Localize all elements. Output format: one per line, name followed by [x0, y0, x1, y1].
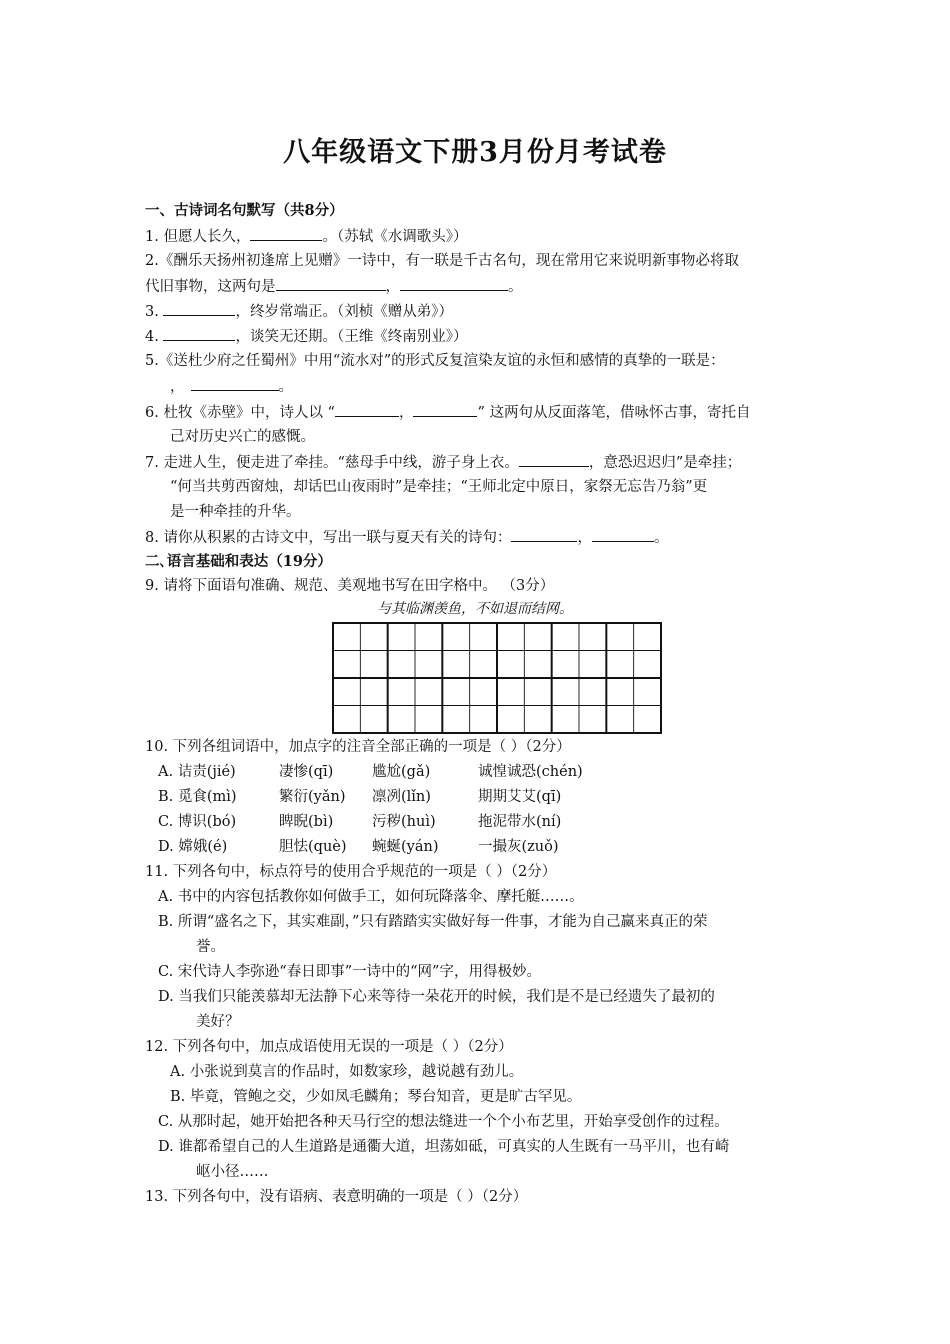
q10-option-c-word-1[interactable]: C. 博识(bó) — [158, 814, 237, 830]
answer-blank[interactable] — [250, 226, 322, 241]
answer-blank[interactable] — [163, 301, 235, 316]
question-12: 12. 下列各句中，加点成语使用无误的一项是（ ）（2分） — [145, 1039, 513, 1055]
answer-blank[interactable] — [400, 276, 508, 291]
q12-option-a[interactable]: A. 小张说到莫言的作品时，如数家珍，越说越有劲儿。 — [170, 1064, 524, 1080]
q10-option-a-word-4: 诚惶诚恐(chén) — [478, 764, 583, 780]
q11-option-b[interactable]: B. 所谓“盛名之下，其实难副，”只有踏踏实实做好每一件事，才能为自己赢来真正的荣 — [158, 914, 708, 930]
q11-option-b-cont: 誉。 — [196, 939, 225, 955]
question-5-line-2: ， 。 — [170, 376, 293, 397]
q12-option-b[interactable]: B. 毕竟，管鲍之交，少如凤毛麟角；琴台知音，更是旷古罕见。 — [170, 1089, 582, 1105]
question-1: 1. 但愿人长久， 。（苏轼《水调歌头》） — [145, 226, 467, 247]
q11-option-c[interactable]: C. 宋代诗人李弥逊“春日即事”一诗中的“网”字，用得极妙。 — [158, 964, 541, 980]
q11-option-a[interactable]: A. 书中的内容包括教你如何做手工，如何玩降落伞、摩托艇……。 — [158, 889, 584, 905]
calligraphy-prompt: 与其临渊羡鱼，不如退而结网。 — [377, 601, 573, 617]
q10-option-b-word-4: 期期艾艾(qī) — [478, 789, 562, 805]
question-5-line-1: 5.《送杜少府之任蜀州》中用“流水对”的形式反复渲染友谊的永恒和感情的真挚的一联是： — [145, 353, 725, 369]
question-13: 13. 下列各句中，没有语病、表意明确的一项是（ ）（2分） — [145, 1189, 528, 1205]
q10-option-c-word-2: 睥睨(bì) — [279, 814, 334, 830]
question-6-line-2: 己对历史兴亡的感慨。 — [170, 429, 315, 445]
question-3: 3. ，终岁常端正。（刘桢《赠从弟》） — [145, 301, 453, 322]
question-11: 11. 下列各句中，标点符号的使用合乎规范的一项是（ ）（2分） — [145, 864, 557, 880]
question-7-line-2: “何当共剪西窗烛，却话巴山夜雨时”是牵挂；“王师北定中原日，家祭无忘告乃翁”更 — [170, 479, 708, 495]
question-4: 4. ，谈笑无还期。（王维《终南别业》） — [145, 326, 467, 347]
q12-option-c[interactable]: C. 从那时起，她开始把各种天马行空的想法缝进一个个小布艺里，开始享受创作的过程。 — [158, 1114, 729, 1130]
section-1-heading: 一、古诗词名句默写（共8分） — [145, 202, 344, 219]
q10-option-b-word-1[interactable]: B. 觅食(mì) — [158, 789, 237, 805]
tianzige-grid-svg — [332, 622, 662, 734]
question-2-line-1: 2.《酬乐天扬州初逢席上见赠》一诗中，有一联是千古名句，现在常用它来说明新事物必将取 — [145, 253, 739, 269]
answer-blank[interactable] — [335, 402, 399, 417]
answer-blank[interactable] — [413, 402, 477, 417]
answer-blank[interactable] — [163, 326, 235, 341]
section-2-heading: 二､语言基础和表达（19分） — [145, 553, 332, 570]
answer-blank[interactable] — [191, 376, 279, 391]
page-title: 八年级语文下册3月份月考试卷 — [283, 137, 667, 168]
q10-option-a-word-1[interactable]: A. 诘责(jié) — [158, 764, 236, 780]
q10-option-c-word-4: 拖泥带水(ní) — [478, 814, 562, 830]
q11-option-d-cont: 美好？ — [196, 1014, 240, 1030]
q12-option-d-cont: 岖小径…… — [196, 1164, 269, 1180]
question-8: 8. 请你从积累的古诗文中，写出一联与夏天有关的诗句： ， 。 — [145, 527, 668, 548]
answer-blank[interactable] — [519, 452, 589, 467]
q10-option-d-word-1[interactable]: D. 嫦娥(é) — [158, 839, 228, 855]
q10-option-b-word-3: 凛冽(lǐn) — [372, 789, 431, 805]
q12-option-d[interactable]: D. 谁都希望自己的人生道路是通衢大道，坦荡如砥，可真实的人生既有一马平川，也有崎 — [158, 1139, 730, 1155]
q10-option-b-word-2: 繁衍(yǎn) — [279, 789, 346, 805]
q10-option-d-word-4: 一撮灰(zuǒ) — [478, 839, 559, 855]
q10-option-c-word-3: 污秽(huì) — [372, 814, 436, 830]
answer-blank[interactable] — [511, 527, 577, 542]
question-10: 10. 下列各组词语中，加点字的注音全部正确的一项是（ ）（2分） — [145, 739, 571, 755]
question-9: 9. 请将下面语句准确、规范、美观地书写在田字格中。 （3分） — [145, 578, 555, 594]
q10-option-a-word-2: 凄惨(qī) — [279, 764, 334, 780]
question-7-line-1: 7. 走进人生，便走进了牵挂。“慈母手中线，游子身上衣。 ，意恐迟迟归”是牵挂； — [145, 452, 741, 473]
q11-option-d[interactable]: D. 当我们只能羡慕却无法静下心来等待一朵花开的时候，我们是不是已经遗失了最初的 — [158, 989, 715, 1005]
question-6-line-1: 6. 杜牧《赤壁》中，诗人以 “ ， ” 这两句从反面落笔，借咏怀古事，寄托自 — [145, 402, 751, 423]
question-7-line-3: 是一种牵挂的升华。 — [170, 504, 301, 520]
answer-blank[interactable] — [276, 276, 386, 291]
question-2-line-2: 代旧事物，这两句是 ， 。 — [145, 276, 523, 297]
q10-option-a-word-3: 尴尬(gǎ) — [372, 764, 431, 780]
answer-blank[interactable] — [592, 527, 654, 542]
q10-option-d-word-3: 蜿蜒(yán) — [372, 839, 439, 855]
tianzige-writing-grid[interactable] — [332, 622, 662, 734]
q10-option-d-word-2: 胆怯(què) — [279, 839, 347, 855]
